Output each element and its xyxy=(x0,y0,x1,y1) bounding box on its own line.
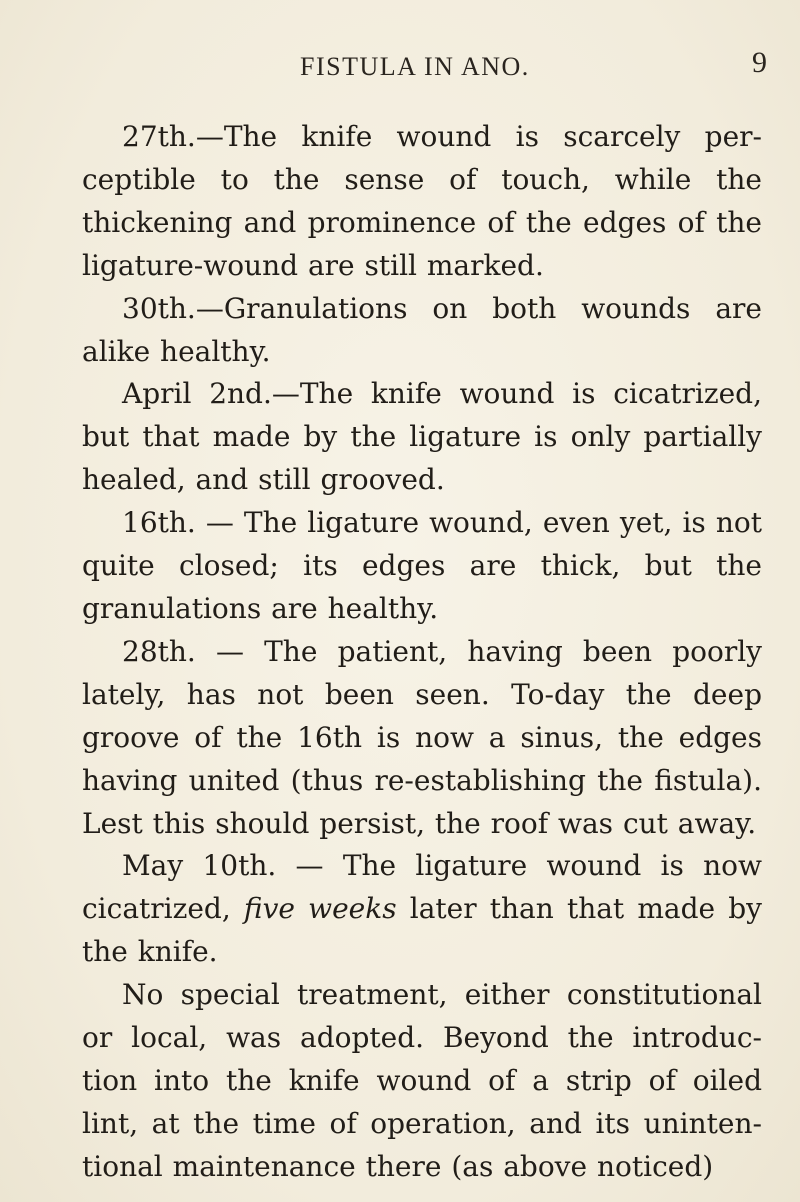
running-head xyxy=(0,46,800,92)
paragraph-27th xyxy=(82,116,762,288)
italic-emphasis: five weeks xyxy=(243,892,397,926)
paragraph-text: 28th. — The patient, having been poorly lately, has not been seen. To-day the deep groove of the 16th is now a sinus, the edges having united (thus re-establishing the fistula). Lest this should persist, the roof was cut away. xyxy=(82,634,762,840)
running-title: FISTULA IN ANO. xyxy=(300,52,530,81)
paragraph-28th xyxy=(82,631,762,846)
paragraph-april-2nd xyxy=(82,373,762,502)
paragraph-16th xyxy=(82,502,762,631)
paragraph-may-10th xyxy=(82,845,762,974)
paragraph-30th xyxy=(82,288,762,374)
paragraph-text: 30th.—Granulations on both wounds are alike healthy. xyxy=(82,291,762,368)
paragraph-text-after: later than that made by the knife. xyxy=(82,892,762,969)
paragraph-treatment xyxy=(82,974,762,1189)
page-number: 9 xyxy=(752,46,767,79)
paragraph-text-before: May 10th. — The ligature wound is now cicatrized, xyxy=(82,849,762,926)
body-text xyxy=(82,116,762,1189)
paragraph-text: No special treatment, either constitutional or local, was adopted. Beyond the introduc-tion into the knife wound of a strip of oiled lint, at the time of operation, and its uninten-tional maintenance there (as above noticed) xyxy=(82,978,762,1183)
paragraph-text: 27th.—The knife wound is scarcely per-ceptible to the sense of touch, while the thickening and prominence of the edges of the ligature-wound are still marked. xyxy=(82,120,762,282)
paragraph-text: 16th. — The ligature wound, even yet, is not quite closed; its edges are thick, but the granulations are healthy. xyxy=(82,506,762,625)
paragraph-text: April 2nd.—The knife wound is cicatrized, but that made by the ligature is only partially healed, and still grooved. xyxy=(82,377,762,497)
